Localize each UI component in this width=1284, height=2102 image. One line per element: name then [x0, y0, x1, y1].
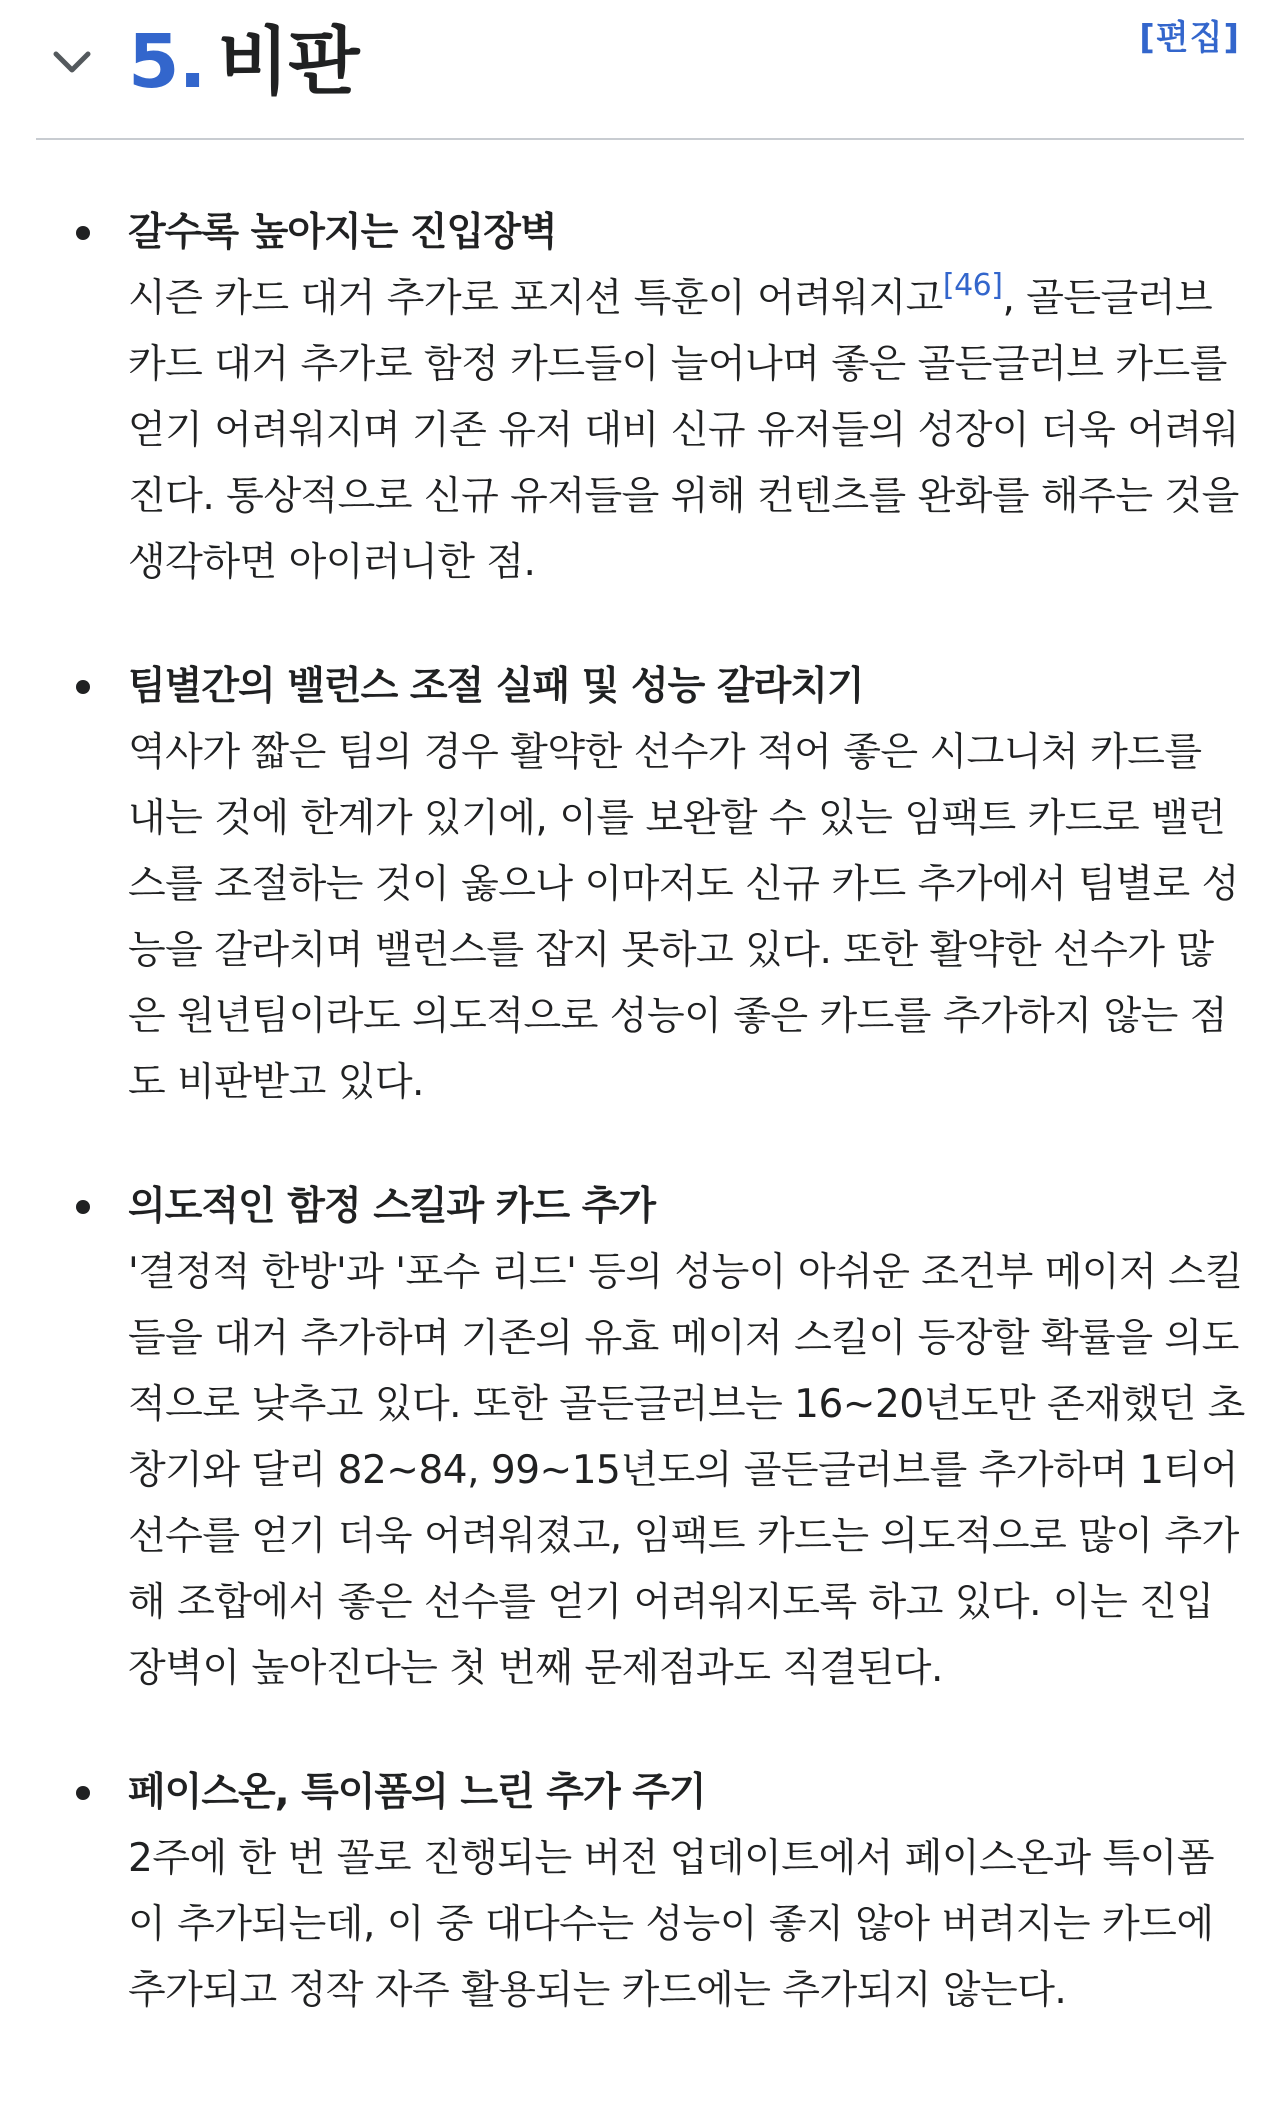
section-title: 비판: [217, 19, 359, 105]
list-item: [0, 654, 1284, 1116]
item-body: [128, 266, 1248, 596]
item-body: '결정적 한방'과 '포수 리드' 등의 성능이 아쉬운 조건부 메이저 스킬들을 대거 추가하며 기존의 유효 메이저 스킬이 등장할 확률을 의도적으로 낮추고 있다. 또한 골든글러브는 16~20년도만 존재했던 초창기와 달리 82~84, 99~15년도의 골든글러브를 추가하며 1티어 선수를 얻기 더욱 어려워졌고, 임팩트 카드는 의도적으로 많이 추가해 조합에서 좋은 선수를 얻기 어려워지도록 하고 있다. 이는 진입장벽이 높아진다는 첫 번째 문제점과도 직결된다.: [128, 1250, 1245, 1691]
list-item: [0, 1760, 1284, 2024]
item-body: 역사가 짧은 팀의 경우 활약한 선수가 적어 좋은 시그니처 카드를 내는 것에 한계가 있기에, 이를 보완할 수 있는 임팩트 카드로 밸런스를 조절하는 것이 옳으나 이마저도 신규 카드 추가에서 팀별로 성능을 갈라치며 밸런스를 잡지 못하고 있다. 또한 활약한 선수가 많은 원년팀이라도 의도적으로 성능이 좋은 카드를 추가하지 않는 점도 비판받고 있다.: [128, 730, 1239, 1105]
list-item: [0, 200, 1284, 596]
chevron-down-icon[interactable]: [50, 40, 94, 84]
section-number: 5.: [128, 19, 206, 105]
item-body-text: , 골든글러브 카드 대거 추가로 함정 카드들이 늘어나며 좋은 골든글러브 카드를 얻기 어려워지며 기존 유저 대비 신규 유저들의 성장이 더욱 어려워진다. 통상적으로 신규 유저들을 위해 컨텐츠를 완화를 해주는 것을 생각하면 아이러니한 점.: [128, 276, 1239, 585]
item-title: 갈수록 높아지는 진입장벽: [128, 210, 557, 255]
criticism-list: [0, 200, 1284, 2082]
bullet-icon: [76, 1200, 90, 1214]
section-header: [36, 0, 1244, 140]
citation-link[interactable]: [46]: [942, 268, 1003, 303]
edit-link[interactable]: [편집]: [1139, 18, 1240, 58]
item-body-text: 시즌 카드 대거 추가로 포지션 특훈이 어려워지고: [128, 276, 943, 321]
bullet-icon: [76, 226, 90, 240]
item-title: 의도적인 함정 스킬과 카드 추가: [128, 1184, 656, 1229]
section-heading: [128, 14, 359, 110]
item-title: 팀별간의 밸런스 조절 실패 및 성능 갈라치기: [128, 664, 864, 709]
bullet-icon: [76, 680, 90, 694]
list-item: [0, 1174, 1284, 1702]
item-body: 2주에 한 번 꼴로 진행되는 버전 업데이트에서 페이스온과 특이폼이 추가되는데, 이 중 대다수는 성능이 좋지 않아 버려지는 카드에 추가되고 정작 자주 활용되는 카드에는 추가되지 않는다.: [128, 1836, 1215, 2013]
bullet-icon: [76, 1786, 90, 1800]
item-title: 페이스온, 특이폼의 느린 추가 주기: [128, 1770, 706, 1815]
